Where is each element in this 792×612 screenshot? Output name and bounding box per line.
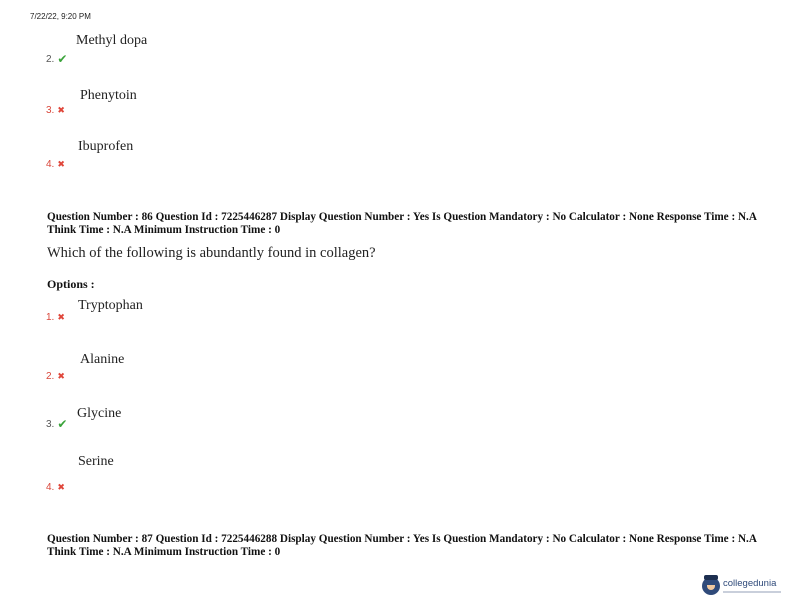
logo-tagline-bar: [723, 591, 781, 593]
option-text-alanine: Alanine: [80, 352, 125, 367]
option-number-4: 4. ✖: [46, 482, 65, 493]
option-text-ibuprofen: Ibuprofen: [78, 139, 134, 154]
question-87-meta: Question Number : 87 Question Id : 7225446288 Display Question Number : Yes Is Question Mandatory : No Calculator : None Response Time : N.A Think Time : N.A Minimum Instruction Time : 0: [47, 533, 757, 558]
options-label: Options :: [47, 277, 95, 291]
option-number-4: 4. ✖: [46, 159, 65, 170]
cross-icon: ✖: [57, 105, 65, 115]
check-icon: ✔: [57, 417, 68, 431]
option-text-serine: Serine: [78, 454, 114, 469]
check-icon: ✔: [57, 52, 68, 66]
option-number-1: 1. ✖: [46, 312, 65, 323]
logo-text: collegedunia: [723, 578, 777, 589]
print-timestamp: 7/22/22, 9:20 PM: [30, 12, 91, 21]
option-text-tryptophan: Tryptophan: [78, 298, 143, 313]
option-text-methyl-dopa: Methyl dopa: [76, 33, 148, 48]
option-number-3: 3. ✔: [46, 417, 68, 431]
cross-icon: ✖: [57, 159, 65, 169]
cross-icon: ✖: [57, 371, 65, 381]
collegedunia-logo: [702, 577, 781, 595]
option-text-glycine: Glycine: [77, 406, 122, 421]
question-86-meta: Question Number : 86 Question Id : 7225446287 Display Question Number : Yes Is Question Mandatory : No Calculator : None Response Time : N.A Think Time : N.A Minimum Instruction Time : 0: [47, 211, 757, 236]
logo-mascot-icon: [702, 577, 720, 595]
option-number-2: 2. ✔: [46, 52, 68, 66]
option-number-3: 3. ✖: [46, 105, 65, 116]
option-number-2: 2. ✖: [46, 371, 65, 382]
cross-icon: ✖: [57, 312, 65, 322]
cross-icon: ✖: [57, 482, 65, 492]
option-text-phenytoin: Phenytoin: [80, 88, 137, 103]
question-86-text: Which of the following is abundantly found in collagen?: [47, 245, 376, 261]
